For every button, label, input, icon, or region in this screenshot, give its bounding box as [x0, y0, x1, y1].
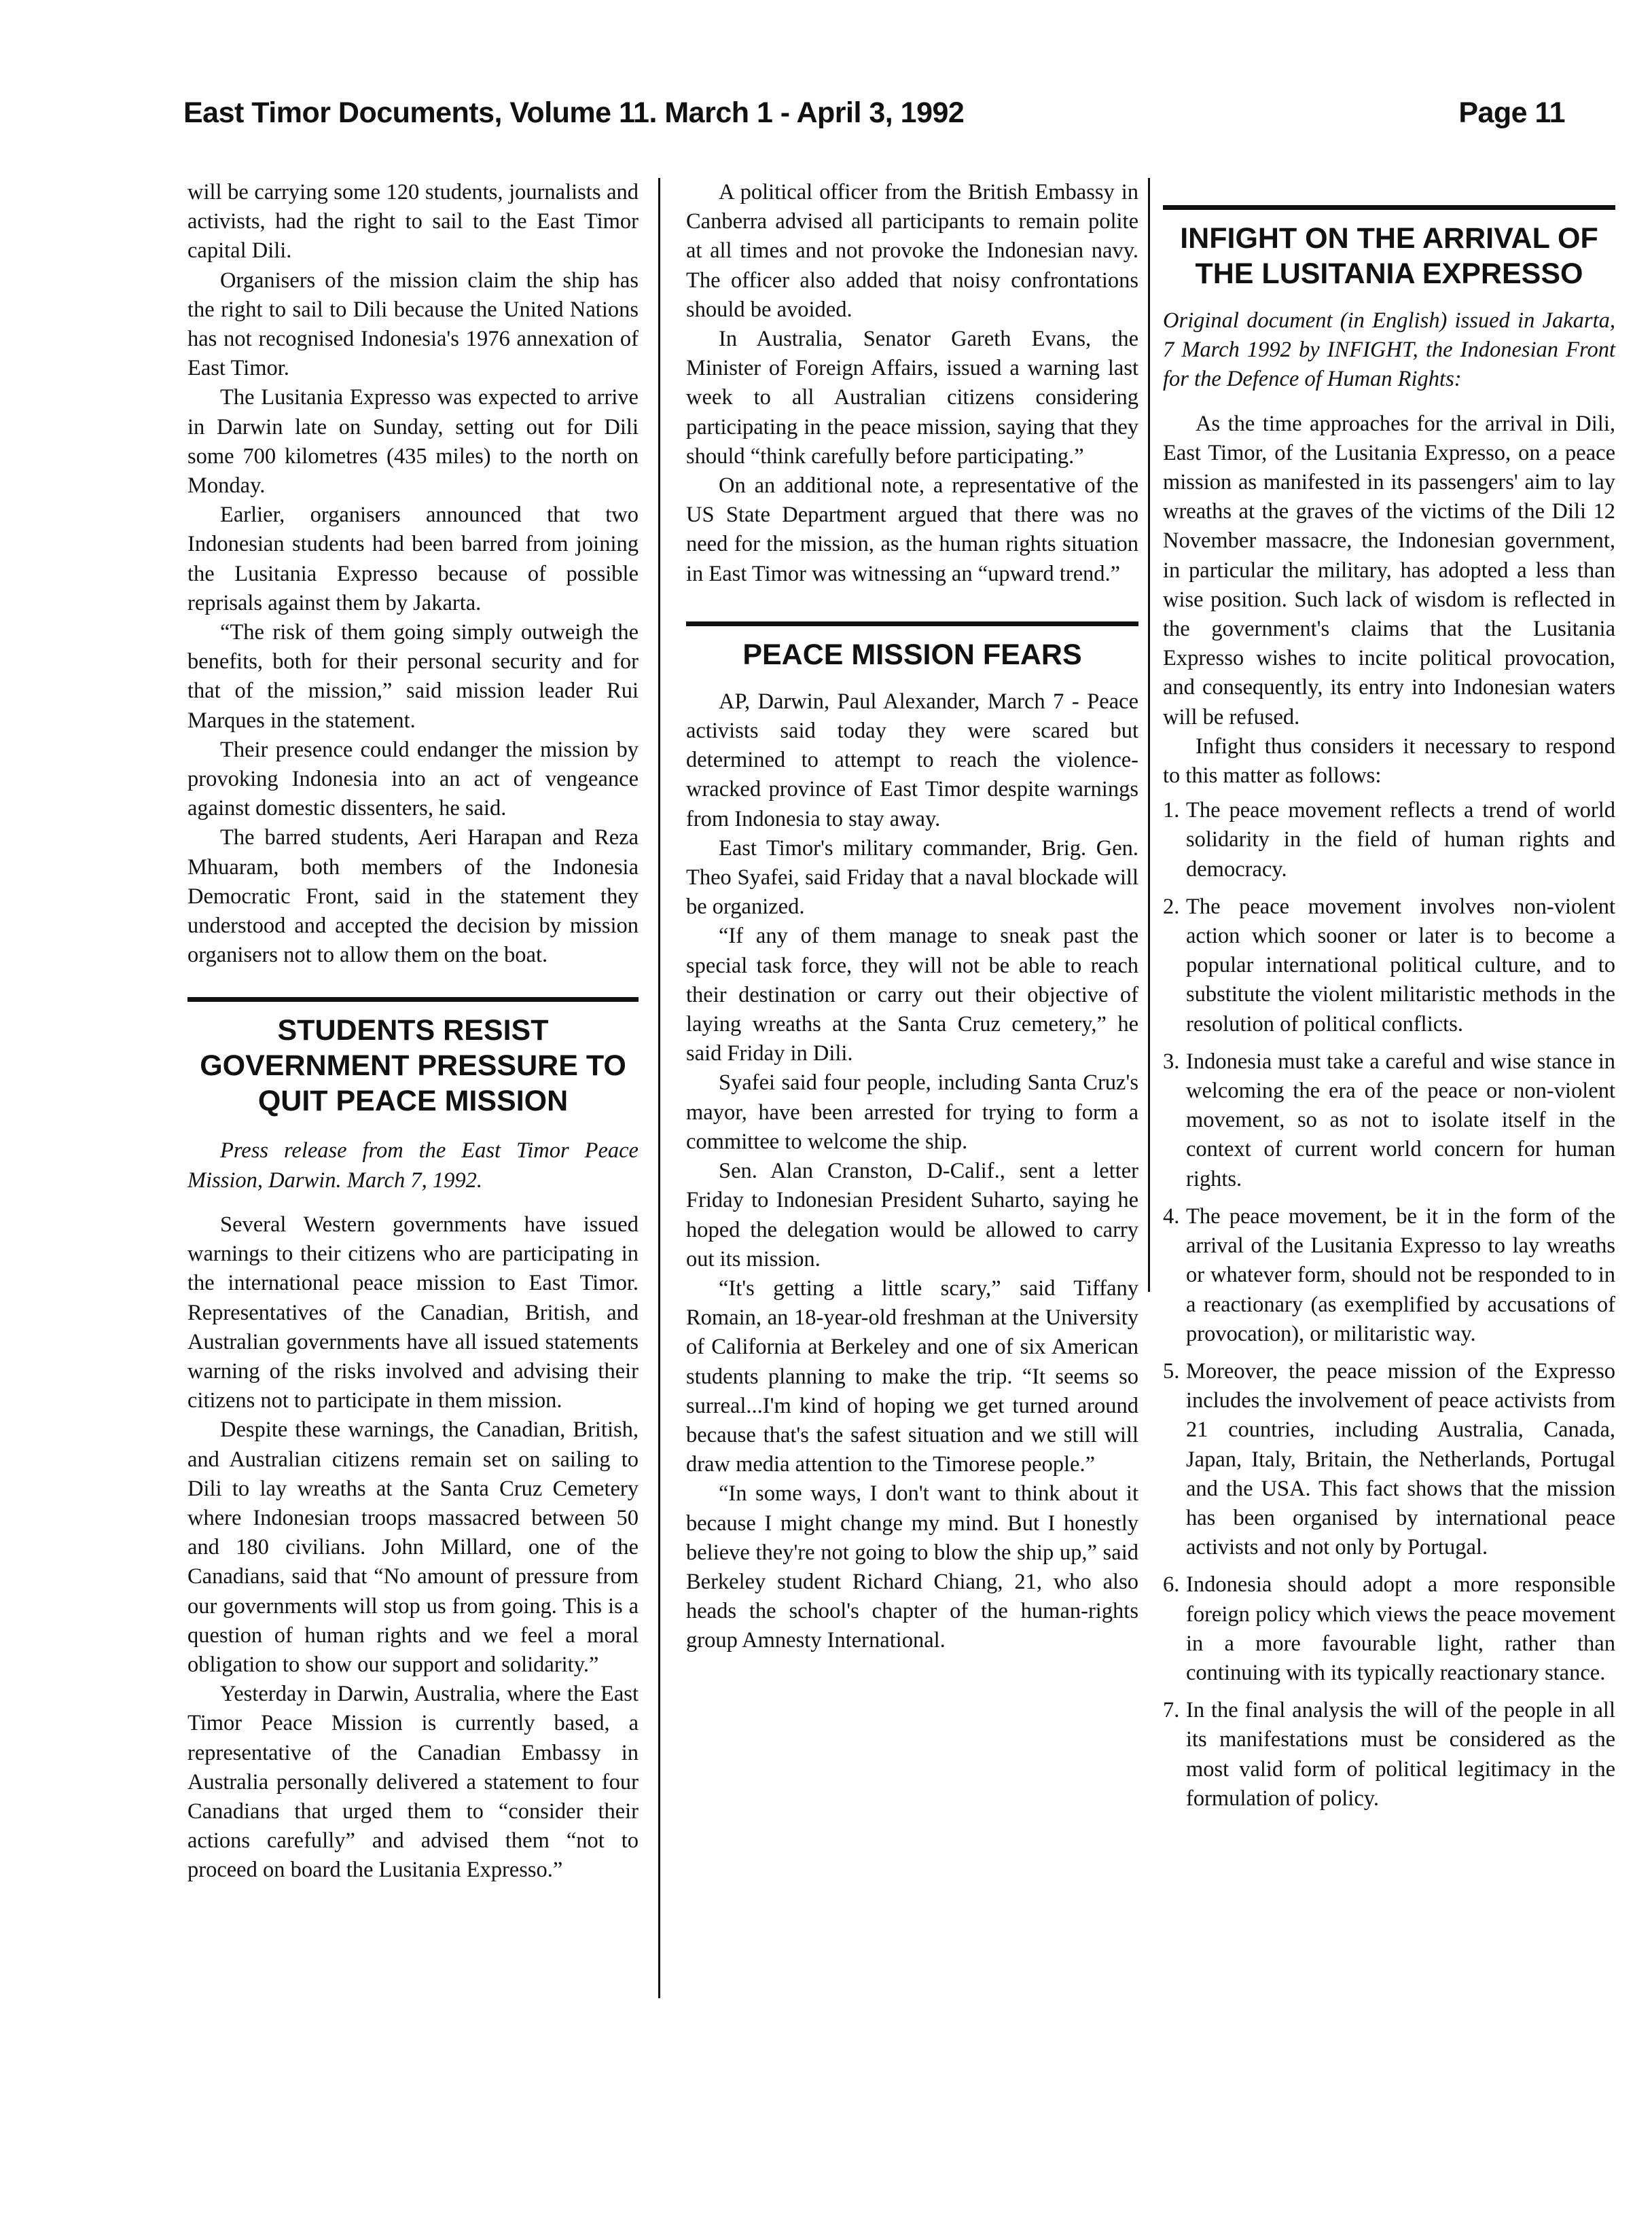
paragraph: AP, Darwin, Paul Alexander, March 7 - Peace activists said today they were scared but determined to attempt to reach the violence-wracked province of East Timor despite warnings from Indonesia to stay away. [686, 689, 1138, 831]
column-divider [1148, 178, 1150, 1292]
section-rule [686, 621, 1138, 626]
numbered-list [1163, 796, 1615, 1813]
paragraph: Infight thus considers it necessary to respond to this matter as follows: [1163, 734, 1615, 789]
list-item: 5. Moreover, the peace mission of the Expresso includes the involvement of peace activists from 21 countries, including Australia, Canada, Japan, Italy, Britain, the Netherlands, Portugal and the USA. This fact shows that the mission has been organised by international peace activists and not only by Portugal. [1163, 1358, 1615, 1560]
paragraph: Syafei said four people, including Santa Cruz's mayor, have been arrested for trying to form a committee to welcome the ship. [686, 1070, 1138, 1154]
article-byline: Original document (in English) issued in Jakarta, 7 March 1992 by INFIGHT, the Indonesian Front for the Defence of Human Rights: [1163, 308, 1615, 392]
article-heading: INFIGHT ON THE ARRIVAL OF THE LUSITANIA EXPRESSO [1180, 222, 1598, 290]
column-divider [658, 178, 660, 1998]
section-rule [1163, 205, 1615, 210]
paragraph: Earlier, organisers announced that two Indonesian students had been barred from joining the Lusitania Expresso because of possible reprisals against them by Jakarta. [187, 503, 639, 615]
list-item: 6. Indonesia should adopt a more responsible foreign policy which views the peace movement in a more favourable light, rather than continuing with its typically reactionary stance. [1163, 1572, 1615, 1685]
article-heading: STUDENTS RESIST GOVERNMENT PRESSURE TO QUIT PEACE MISSION [200, 1014, 626, 1118]
paragraph: The barred students, Aeri Harapan and Reza Mhuaram, both members of the Indonesia Democratic Front, said in the statement they understood and accepted the decision by mission organisers not to allow them on the boat. [187, 825, 639, 968]
paragraph: As the time approaches for the arrival in Dili, East Timor, of the Lusitania Expresso, on a peace mission as manifested in its passengers' aim to lay wreaths at the graves of the victims of the Dili 12 November massacre, the Indonesian government, in particular the military, has adopted a less than wise position. Such lack of wisdom is reflected in the government's claims that the Lusitania Expresso wishes to incite political provocation, and consequently, its entry into Indonesian waters will be refused. [1163, 411, 1615, 729]
paragraph: will be carrying some 120 students, journalists and activists, had the right to sail to the East Timor capital Dili. [187, 180, 639, 264]
paragraph: Sen. Alan Cranston, D-Calif., sent a letter Friday to Indonesian President Suharto, saying he hoped the delegation would be allowed to carry out its mission. [686, 1159, 1138, 1271]
column-3 [1163, 178, 1615, 1822]
list-item: 1. The peace movement reflects a trend of world solidarity in the field of human rights and democracy. [1163, 798, 1615, 882]
column-2 [686, 178, 1138, 1656]
paragraph: “It's getting a little scary,” said Tiffany Romain, an 18-year-old freshman at the University of California at Berkeley and one of six American students planning to make the trip. “It seems so surreal...I'm kind of hoping we get turned around because that's the safest situation and we still will draw media attention to the Timorese people.” [686, 1276, 1138, 1477]
list-item: 4. The peace movement, be it in the form of the arrival of the Lusitania Expresso to lay wreaths or whatever form, should not be responded to in a reactionary (as exemplified by accusations of provocation), or militaristic way. [1163, 1204, 1615, 1346]
page-title: East Timor Documents, Volume 11. March 1 - April 3, 1992 [183, 96, 965, 129]
section-rule [187, 997, 639, 1002]
page-header [183, 96, 1565, 151]
paragraph: Despite these warnings, the Canadian, British, and Australian citizens remain set on sailing to Dili to lay wreaths at the Santa Cruz Cemetery where Indonesian troops massacred between 50 and 180 civilians. John Millard, one of the Canadians, said that “No amount of pressure from our governments will stop us from going. This is a question of human rights and we feel a moral obligation to show our support and solidarity.” [187, 1418, 639, 1677]
paragraph: On an additional note, a representative of the US State Department argued that there was no need for the mission, as the human rights situation in East Timor was witnessing an “upward trend.” [686, 473, 1138, 586]
list-item: 2. The peace movement involves non-violent action which sooner or later is to become a popular international political culture, and to substitute the violent militaristic methods in the resolution of political conflicts. [1163, 894, 1615, 1036]
paragraph: In Australia, Senator Gareth Evans, the Minister of Foreign Affairs, issued a warning last week to all Australian citizens considering participating in the peace mission, saying that they should “think carefully before participating.” [686, 327, 1138, 469]
paragraph: “In some ways, I don't want to think about it because I might change my mind. But I honestly believe they're not going to blow the ship up,” said Berkeley student Richard Chiang, 21, who also heads the school's chapter of the human-rights group Amnesty International. [686, 1481, 1138, 1653]
paragraph: Their presence could endanger the mission by provoking Indonesia into an act of vengeance against domestic dissenters, he said. [187, 737, 639, 821]
paragraph: A political officer from the British Embassy in Canberra advised all participants to remain polite at all times and not provoke the Indonesian navy. The officer also added that noisy confrontations should be avoided. [686, 180, 1138, 322]
article-heading: PEACE MISSION FEARS [742, 638, 1082, 671]
page-number: Page 11 [1458, 96, 1565, 129]
paragraph: Organisers of the mission claim the ship has the right to sail to Dili because the United Nations has not recognised Indonesia's 1976 annexation of East Timor. [187, 268, 639, 381]
column-1 [187, 178, 639, 1885]
list-item: 3. Indonesia must take a careful and wise stance in welcoming the era of the peace or non-violent movement, so as not to isolate itself in the context of current world concern for human rights. [1163, 1049, 1615, 1191]
paragraph: Yesterday in Darwin, Australia, where the East Timor Peace Mission is currently based, a representative of the Canadian Embassy in Australia personally delivered a statement to four Canadians that urged them to “consider their actions carefully” and advised them “not to proceed on board the Lusitania Expresso.” [187, 1682, 639, 1883]
article-byline: Press release from the East Timor Peace Mission, Darwin. March 7, 1992. [187, 1138, 639, 1193]
paragraph: Several Western governments have issued warnings to their citizens who are participating in the international peace mission to East Timor. Representatives of the Canadian, British, and Australian governments have all issued statements warning of the risks involved and advising their citizens not to participate in them mission. [187, 1212, 639, 1413]
paragraph: “The risk of them going simply outweigh the benefits, both for their personal security and for that of the mission,” said mission leader Rui Marques in the statement. [187, 620, 639, 733]
paragraph: East Timor's military commander, Brig. Gen. Theo Syafei, said Friday that a naval blockade will be organized. [686, 835, 1138, 920]
paragraph: “If any of them manage to sneak past the special task force, they will not be able to reach their destination or carry out their objective of laying wreaths at the Santa Cruz cemetery,” he said Friday in Dili. [686, 924, 1138, 1066]
paragraph: The Lusitania Expresso was expected to arrive in Darwin late on Sunday, setting out for Dili some 700 kilometres (435 miles) to the north on Monday. [187, 385, 639, 499]
list-item: 7. In the final analysis the will of the people in all its manifestations must be considered as the most valid form of political legitimacy in the formulation of policy. [1163, 1698, 1615, 1811]
